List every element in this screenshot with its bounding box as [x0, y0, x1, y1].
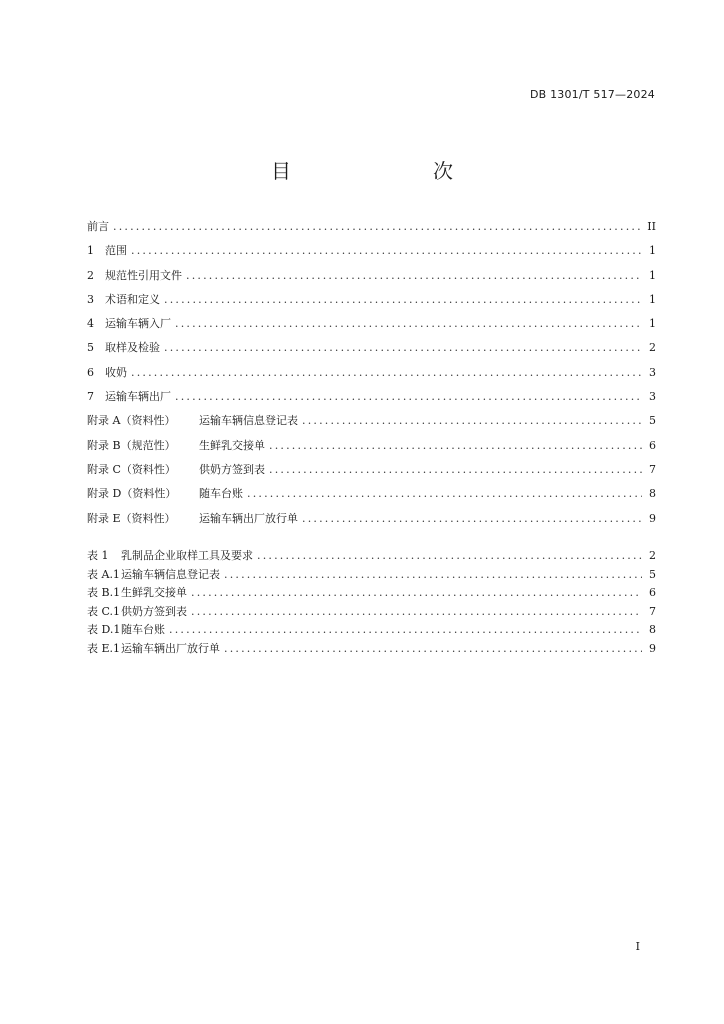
- toc-label: 收奶: [105, 365, 127, 379]
- table-number: 表 B.1: [87, 586, 121, 599]
- table-label: 供奶方签到表: [121, 604, 187, 618]
- dot-leader: [191, 605, 642, 618]
- toc-number: 2: [87, 268, 94, 282]
- dot-leader: [113, 220, 642, 233]
- toc-label: 生鲜乳交接单: [199, 438, 265, 452]
- toc-entry-appendix-b[interactable]: [87, 437, 656, 461]
- toc-number: 4: [87, 317, 94, 331]
- dot-leader: [175, 390, 642, 403]
- toc-page: 1: [649, 317, 656, 331]
- table-entry-c1[interactable]: [87, 603, 656, 622]
- table-page: 9: [649, 641, 656, 655]
- dot-leader: [224, 642, 642, 655]
- toc-page: 3: [649, 365, 656, 379]
- toc-number: 附录 C（资料性）: [87, 462, 176, 476]
- toc-entry-appendix-d[interactable]: [87, 485, 656, 509]
- toc-label: 规范性引用文件: [105, 268, 182, 282]
- table-label: 乳制品企业取样工具及要求: [121, 549, 253, 562]
- table-page: 8: [649, 623, 656, 636]
- toc-label: 运输车辆信息登记表: [199, 414, 298, 428]
- table-entry-1[interactable]: [87, 547, 656, 566]
- table-label: 运输车辆出厂放行单: [121, 641, 220, 655]
- toc-entry-3[interactable]: [87, 291, 656, 315]
- table-entry-a1[interactable]: [87, 566, 656, 585]
- toc-entry-foreword[interactable]: [87, 218, 656, 242]
- toc-entry-5[interactable]: [87, 339, 656, 363]
- toc-label: 供奶方签到表: [199, 462, 265, 476]
- toc-label: 取样及检验: [105, 341, 160, 355]
- table-number: 表 C.1: [87, 604, 121, 618]
- dot-leader: [247, 487, 642, 500]
- toc-number: 7: [87, 390, 94, 404]
- toc-entry-1[interactable]: [87, 242, 656, 266]
- toc-number: 3: [87, 292, 94, 306]
- dot-leader: [224, 568, 642, 581]
- toc-label: 前言: [87, 220, 109, 233]
- table-page: 2: [649, 549, 656, 562]
- table-page: 5: [649, 567, 656, 581]
- toc-page: 3: [649, 390, 656, 404]
- dot-leader: [269, 439, 642, 452]
- toc-number: 附录 E（资料性）: [87, 511, 176, 525]
- dot-leader: [169, 623, 642, 636]
- toc-label: 运输车辆入厂: [105, 317, 171, 331]
- table-entry-d1[interactable]: [87, 621, 656, 640]
- dot-leader: [164, 341, 642, 354]
- table-page: 6: [649, 586, 656, 599]
- table-label: 生鲜乳交接单: [121, 586, 187, 599]
- toc-label: 随车台账: [199, 487, 243, 501]
- table-entry-b1[interactable]: [87, 584, 656, 603]
- toc-page: 7: [649, 462, 656, 476]
- dot-leader: [131, 366, 642, 379]
- list-of-tables: [87, 547, 656, 658]
- dot-leader: [302, 512, 642, 525]
- toc-number: 5: [87, 341, 94, 355]
- toc-label: 运输车辆出厂: [105, 390, 171, 404]
- toc-entry-4[interactable]: [87, 315, 656, 339]
- toc-number: 附录 A（资料性）: [87, 414, 176, 428]
- dot-leader: [175, 317, 642, 330]
- table-page: 7: [649, 604, 656, 618]
- dot-leader: [131, 244, 642, 257]
- standard-code: DB 1301/T 517—2024: [529, 88, 655, 101]
- dot-leader: [186, 269, 642, 282]
- toc-entry-6[interactable]: [87, 364, 656, 388]
- toc-entry-2[interactable]: [87, 267, 656, 291]
- table-label: 随车台账: [121, 623, 165, 636]
- dot-leader: [164, 293, 642, 306]
- table-of-contents: [87, 218, 656, 534]
- dot-leader: [191, 586, 642, 599]
- table-label: 运输车辆信息登记表: [121, 567, 220, 581]
- table-number: 表 E.1: [87, 641, 121, 655]
- toc-page: 8: [649, 487, 656, 501]
- toc-page: 1: [649, 292, 656, 306]
- toc-page: 1: [649, 268, 656, 282]
- toc-page: II: [647, 220, 656, 233]
- toc-page: 5: [649, 414, 656, 428]
- toc-label: 运输车辆出厂放行单: [199, 511, 298, 525]
- dot-leader: [269, 463, 642, 476]
- toc-page: 9: [649, 511, 656, 525]
- toc-page: 1: [649, 244, 656, 258]
- toc-entry-appendix-e[interactable]: [87, 510, 656, 534]
- table-number: 表 A.1: [87, 567, 120, 581]
- toc-label: 范围: [105, 244, 127, 258]
- toc-page: 6: [649, 438, 656, 452]
- toc-label: 术语和定义: [105, 292, 160, 306]
- toc-number: 附录 D（资料性）: [87, 487, 177, 501]
- toc-number: 6: [87, 365, 94, 379]
- table-number: 表 1: [87, 549, 109, 562]
- page-number: I: [635, 940, 640, 953]
- table-entry-e1[interactable]: [87, 640, 656, 659]
- dot-leader: [302, 414, 642, 427]
- table-number: 表 D.1: [87, 623, 121, 636]
- toc-entry-appendix-a[interactable]: [87, 412, 656, 436]
- toc-entry-appendix-c[interactable]: [87, 461, 656, 485]
- page-title: 目 次: [271, 159, 487, 183]
- toc-number: 1: [87, 244, 94, 258]
- dot-leader: [257, 549, 642, 562]
- toc-page: 2: [649, 341, 656, 355]
- toc-number: 附录 B（规范性）: [87, 438, 176, 452]
- toc-entry-7[interactable]: [87, 388, 656, 412]
